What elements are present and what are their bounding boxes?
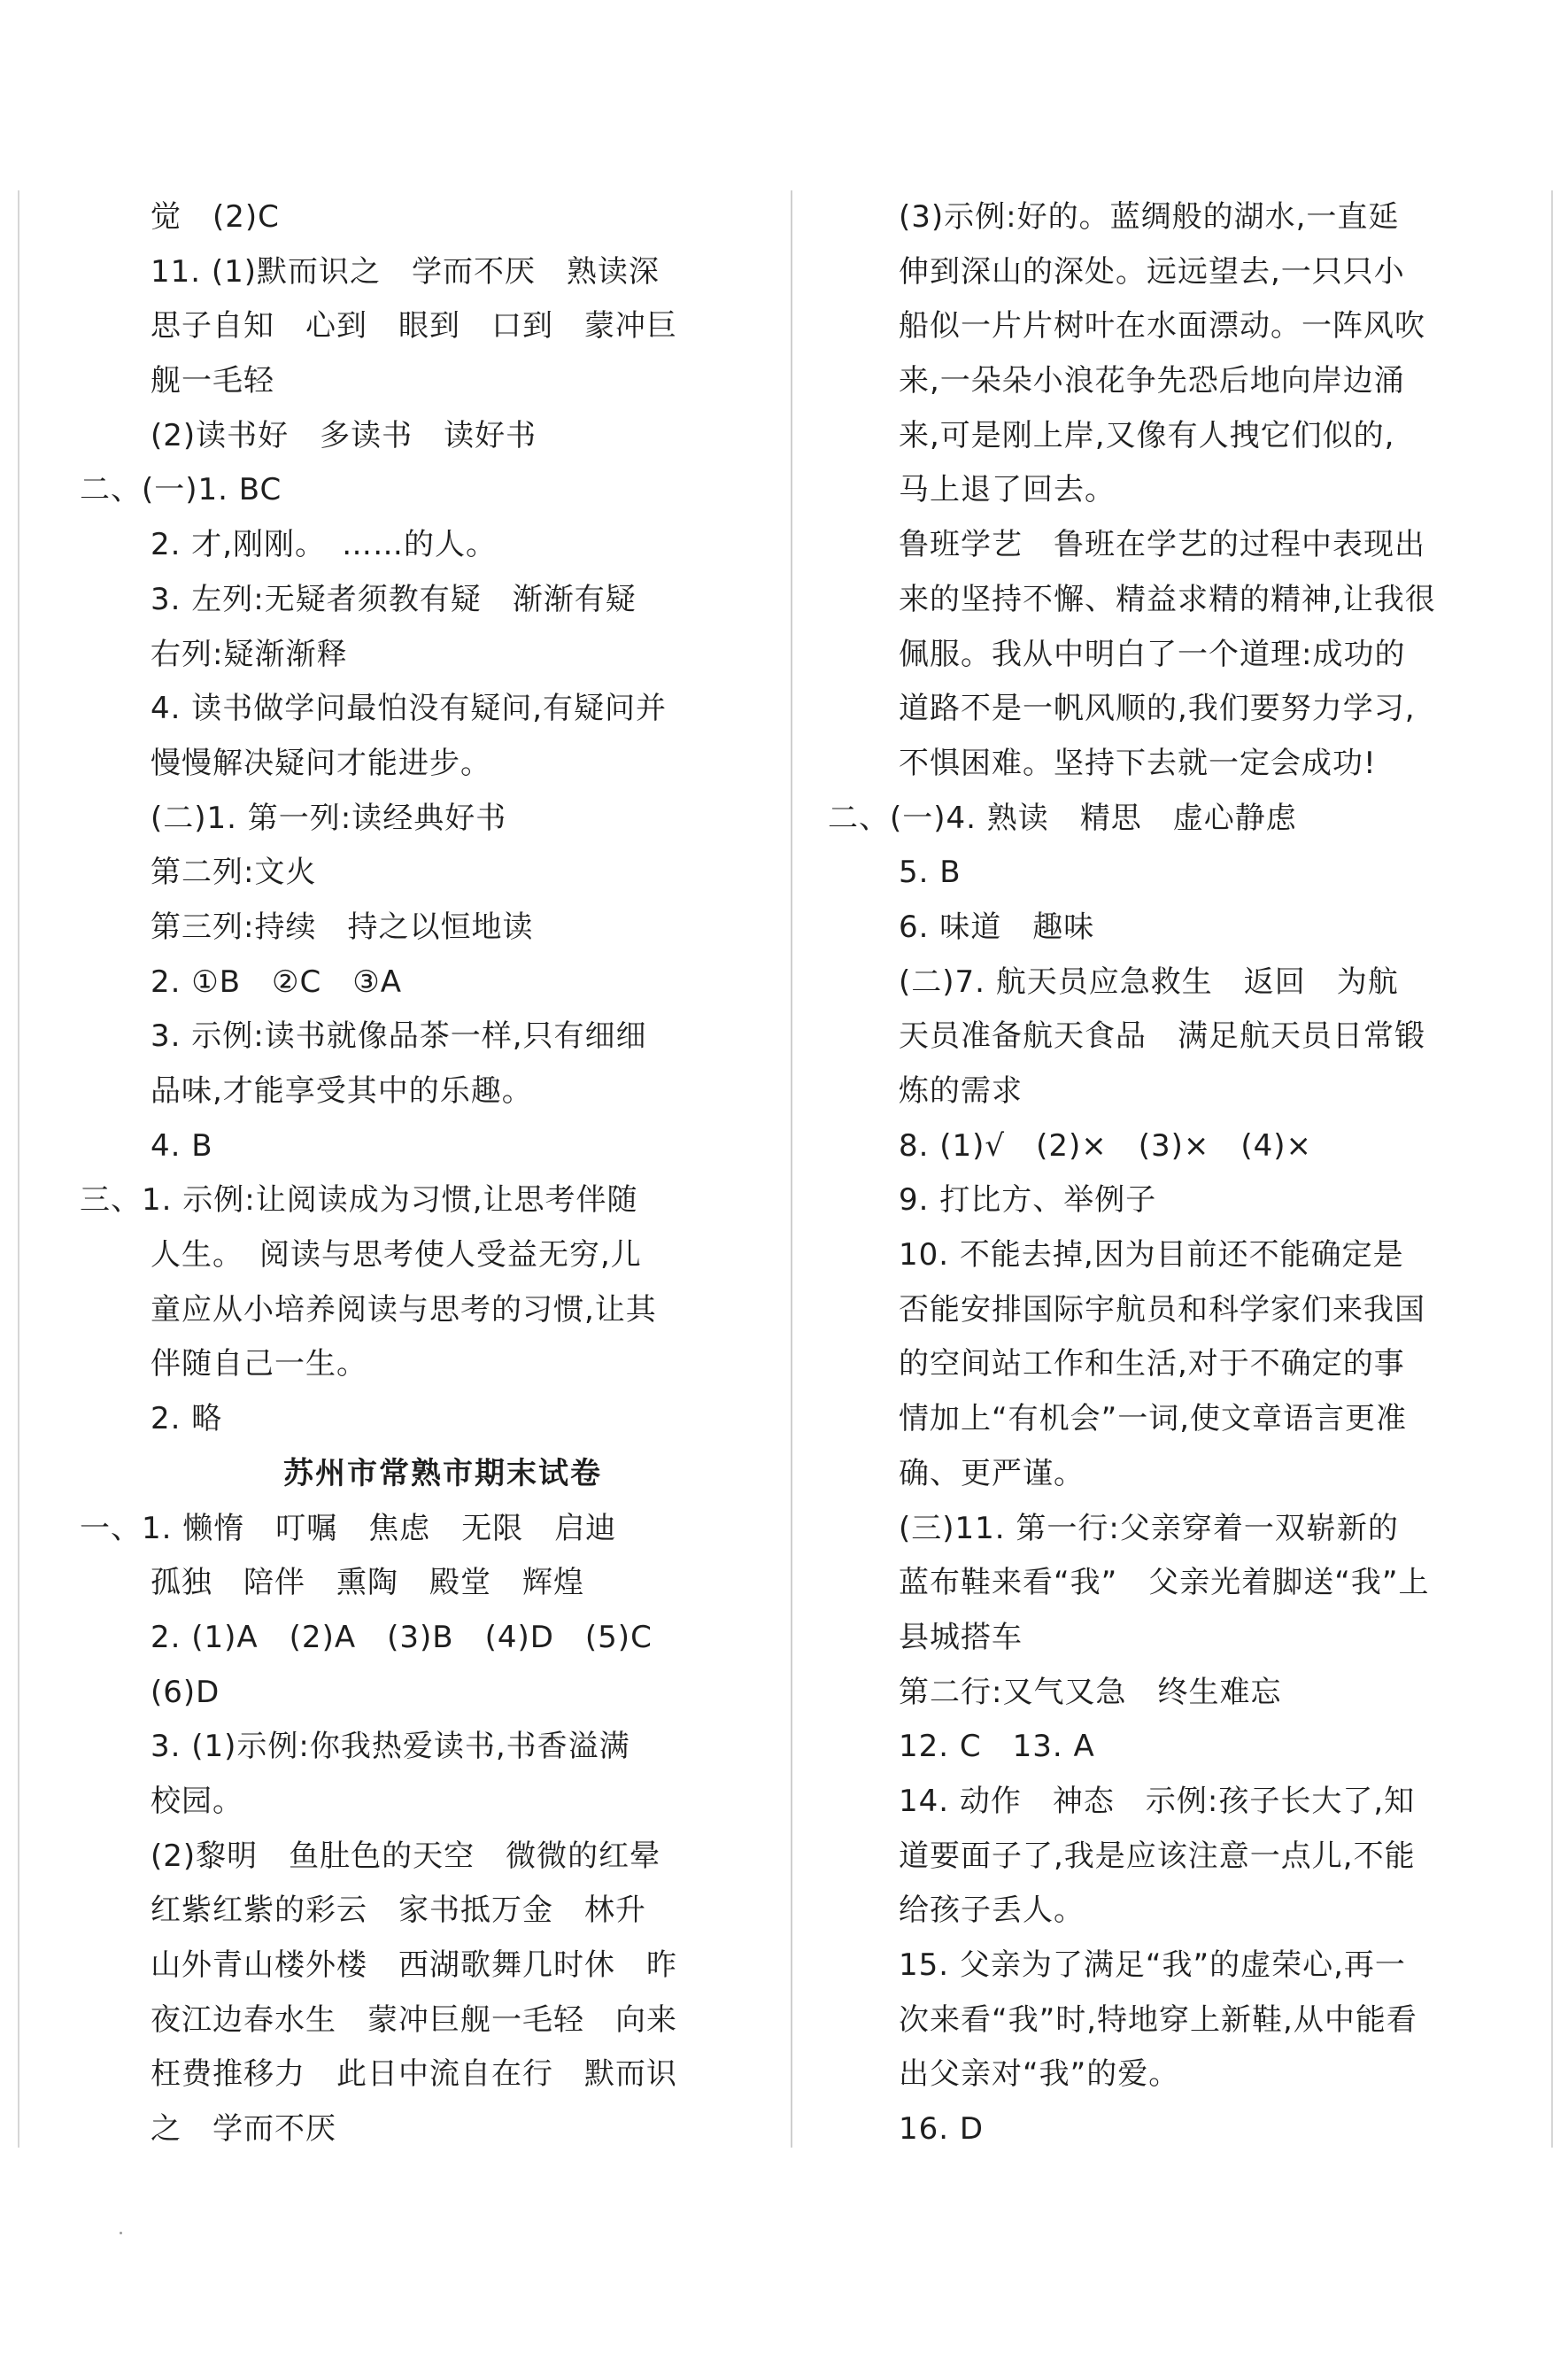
answer-line: (3)示例:好的。蓝绸般的湖水,一直延 xyxy=(899,199,1400,235)
answer-line: 3. (1)示例:你我热爱读书,书香溢满 xyxy=(151,1729,630,1765)
answer-line: 10. 不能去掉,因为目前还不能确定是 xyxy=(899,1237,1404,1273)
answer-line: 道要面子了,我是应该注意一点儿,不能 xyxy=(899,1838,1416,1874)
answer-line: 16. D xyxy=(899,2111,985,2148)
answer-line: 4. B xyxy=(151,1127,213,1164)
answer-line: 第二行:又气又急 终生难忘 xyxy=(899,1674,1282,1710)
answer-line: 给孩子丢人。 xyxy=(899,1893,1085,1929)
answer-line: 县城搭车 xyxy=(899,1619,1023,1655)
answer-line: 15. 父亲为了满足“我”的虚荣心,再一 xyxy=(899,1947,1406,1983)
answer-line: 右列:疑渐渐释 xyxy=(151,636,348,672)
answer-line: 孤独 陪伴 熏陶 殿堂 辉煌 xyxy=(151,1565,584,1601)
answer-line: 不惧困难。坚持下去就一定会成功! xyxy=(899,745,1377,781)
answer-line: 4. 读书做学问最怕没有疑问,有疑问并 xyxy=(151,691,668,727)
answer-line: 次来看“我”时,特地穿上新鞋,从中能看 xyxy=(899,2001,1417,2038)
answer-line: 人生。 阅读与思考使人受益无穷,儿 xyxy=(151,1237,642,1273)
answer-line: 第二列:文火 xyxy=(151,855,317,891)
answer-line: 夜江边春水生 蒙冲巨舰一毛轻 向来 xyxy=(151,2001,677,2038)
answer-line: 来,一朵朵小浪花争先恐后地向岸边涌 xyxy=(899,363,1405,399)
answer-line: 炼的需求 xyxy=(899,1073,1023,1109)
answer-line: (2)读书好 多读书 读好书 xyxy=(151,417,537,453)
answer-line: 道路不是一帆风顺的,我们要努力学习, xyxy=(899,691,1416,727)
answer-line: 3. 示例:读书就像品茶一样,只有细细 xyxy=(151,1018,647,1055)
answer-line: 确、更严谨。 xyxy=(899,1455,1085,1491)
answer-line: 14. 动作 神态 示例:孩子长大了,知 xyxy=(899,1783,1416,1819)
answer-line: 品味,才能享受其中的乐趣。 xyxy=(151,1073,533,1109)
answer-line: 二、(一)4. 熟读 精思 虚心静虑 xyxy=(828,800,1297,836)
right-column xyxy=(828,190,1501,2157)
answer-line: 鲁班学艺 鲁班在学艺的过程中表现出 xyxy=(899,527,1425,563)
answer-line: 否能安排国际宇航员和科学家们来我国 xyxy=(899,1291,1425,1328)
answer-line: 出父亲对“我”的爱。 xyxy=(899,2056,1180,2093)
answer-line: (二)7. 航天员应急救生 返回 为航 xyxy=(899,964,1399,1000)
answer-line: 情加上“有机会”一词,使文章语言更准 xyxy=(899,1401,1408,1437)
answer-line: 童应从小培养阅读与思考的习惯,让其 xyxy=(151,1291,657,1328)
answer-line: 校园。 xyxy=(151,1783,243,1819)
answer-line: 2. (1)A (2)A (3)B (4)D (5)C xyxy=(151,1619,653,1655)
answer-line: 11. (1)默而识之 学而不厌 熟读深 xyxy=(151,253,660,290)
scan-speck xyxy=(120,2232,122,2234)
answer-line: 船似一片片树叶在水面漂动。一阵风吹 xyxy=(899,308,1425,344)
answer-line: 伴随自己一生。 xyxy=(151,1346,367,1382)
answer-line: 天员准备航天食品 满足航天员日常锻 xyxy=(899,1018,1425,1055)
page-edge-right xyxy=(1551,190,1553,2148)
answer-line: 来的坚持不懈、精益求精的精神,让我很 xyxy=(899,581,1436,617)
answer-line: 2. ①B ②C ③A xyxy=(151,964,403,1000)
answer-line: (二)1. 第一列:读经典好书 xyxy=(151,800,507,836)
answer-line: 的空间站工作和生活,对于不确定的事 xyxy=(899,1346,1405,1382)
answer-line: 舰一毛轻 xyxy=(151,363,274,399)
answer-line: 慢慢解决疑问才能进步。 xyxy=(151,745,491,781)
column-divider xyxy=(791,190,792,2148)
answer-line: 伸到深山的深处。远远望去,一只只小 xyxy=(899,253,1405,290)
section-heading: 苏州市常熟市期末试卷 xyxy=(283,1455,602,1491)
answer-line: 思子自知 心到 眼到 口到 蒙冲巨 xyxy=(151,308,677,344)
answer-line: (6)D xyxy=(151,1674,220,1710)
answer-line: 山外青山楼外楼 西湖歌舞几时休 昨 xyxy=(151,1947,677,1983)
answer-line: 红紫红紫的彩云 家书抵万金 林升 xyxy=(151,1893,646,1929)
answer-line: 佩服。我从中明白了一个道理:成功的 xyxy=(899,636,1406,672)
answer-line: 来,可是刚上岸,又像有人拽它们似的, xyxy=(899,417,1395,453)
answer-line: 5. B xyxy=(899,855,962,891)
answer-line: 枉费推移力 此日中流自在行 默而识 xyxy=(151,2056,677,2093)
answer-line: 8. (1)√ (2)× (3)× (4)× xyxy=(899,1127,1313,1164)
answer-line: 蓝布鞋来看“我” 父亲光着脚送“我”上 xyxy=(899,1565,1430,1601)
answer-line: 觉 (2)C xyxy=(151,199,280,235)
answer-line: 三、1. 示例:让阅读成为习惯,让思考伴随 xyxy=(80,1182,638,1219)
left-column xyxy=(80,190,735,2157)
answer-line: 二、(一)1. BC xyxy=(80,472,282,508)
page-edge-left xyxy=(18,190,19,2148)
answer-line: 之 学而不厌 xyxy=(151,2111,336,2148)
answer-line: 马上退了回去。 xyxy=(899,472,1116,508)
answer-line: 一、1. 懒惰 叮嘱 焦虑 无限 启迪 xyxy=(80,1510,617,1546)
answer-line: 2. 才,刚刚。 ……的人。 xyxy=(151,527,498,563)
answer-line: 2. 略 xyxy=(151,1401,223,1437)
answer-line: 6. 味道 趣味 xyxy=(899,909,1095,945)
answer-line: 3. 左列:无疑者须教有疑 渐渐有疑 xyxy=(151,581,637,617)
answer-line: (2)黎明 鱼肚色的天空 微微的红晕 xyxy=(151,1838,661,1874)
answer-line: (三)11. 第一行:父亲穿着一双崭新的 xyxy=(899,1510,1399,1546)
answer-line: 第三列:持续 持之以恒地读 xyxy=(151,909,534,945)
answer-line: 9. 打比方、举例子 xyxy=(899,1182,1157,1219)
answer-line: 12. C 13. A xyxy=(899,1729,1095,1765)
